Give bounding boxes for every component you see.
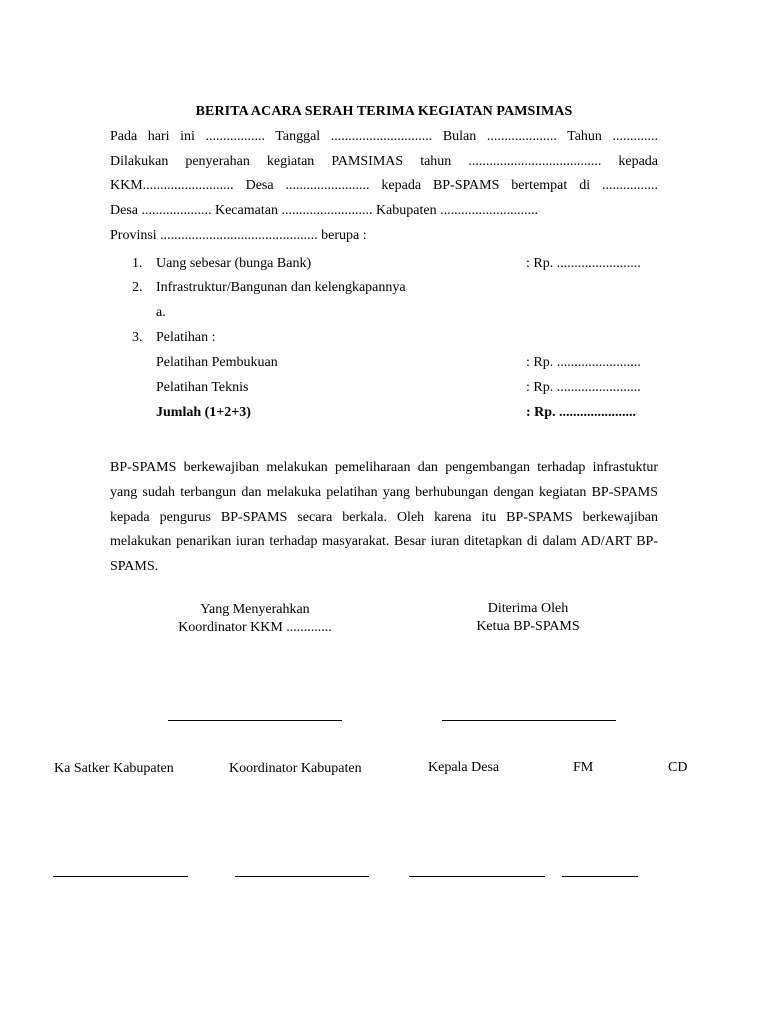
item-amount: : Rp. ........................ [526,380,641,395]
item-label: Infrastruktur/Bangunan dan kelengkapannya [156,280,406,295]
intro-line-kkm: KKM.......................... Desa ........................ kepada BP-SPAMS bertempat di ................ [110,178,658,193]
footer-signer: FM [573,760,594,775]
intro-line-location: Desa .................... Kecamatan .......................... Kabupaten ............................ [110,203,539,218]
signature-right-title: Diterima Oleh [487,601,569,616]
signature-left-title: Yang Menyerahkan [200,602,310,617]
footer-signature-line [562,876,638,877]
intro-line-handover: Dilakukan penyerahan kegiatan PAMSIMAS tahun ...................................... kepada [110,154,658,169]
document-title: BERITA ACARA SERAH TERIMA KEGIATAN PAMSIMAS [195,104,573,119]
item-label: Pelatihan Teknis [156,380,249,395]
intro-line-province: Provinsi ............................................. berupa : [110,228,367,243]
signature-left-block [155,601,355,637]
footer-signer: Ka Satker Kabupaten [54,761,174,776]
total-label: Jumlah (1+2+3) [156,405,251,420]
item-label: Pelatihan : [156,330,216,345]
item-label: Uang sebesar (bunga Bank) [156,256,312,271]
item-amount: : Rp. ........................ [526,256,641,271]
item-amount: : Rp. ........................ [526,355,641,370]
signature-left-role: Koordinator KKM ............. [178,620,332,635]
intro-line-date: Pada hari ini ................. Tanggal ............................. Bulan .................... Tahun ............. [110,129,658,144]
total-amount: : Rp. ...................... [526,405,637,420]
item-sub-label: a. [156,305,166,320]
footer-signature-line [235,876,369,877]
signature-line-left [168,720,342,721]
footer-signer: CD [668,760,688,775]
item-label: Pelatihan Pembukuan [156,355,278,370]
footer-signer: Kepala Desa [428,760,500,775]
footer-signature-line [53,876,188,877]
item-number: 3. [132,330,143,345]
obligation-paragraph: BP-SPAMS berkewajiban melakukan pemeliharaan dan pengembangan terhadap infrastuktur yang sudah terbangun dan melakuka pelatihan yang berhubungan dengan kegiatan BP-SPAMS kepada pengurus BP-SPAMS secara berkala. Oleh karena itu BP-SPAMS berkewajiban melakukan penarikan iuran terhadap masyarakat. Besar iuran ditetapkan di dalam AD/ART BP-SPAMS. [110,460,658,575]
item-number: 2. [132,280,143,295]
signature-line-right [442,720,616,721]
item-number: 1. [132,256,143,271]
footer-signer: Koordinator Kabupaten [229,761,362,776]
footer-signature-line [409,876,545,877]
signature-right-block [428,600,628,636]
signature-right-role: Ketua BP-SPAMS [476,619,580,634]
